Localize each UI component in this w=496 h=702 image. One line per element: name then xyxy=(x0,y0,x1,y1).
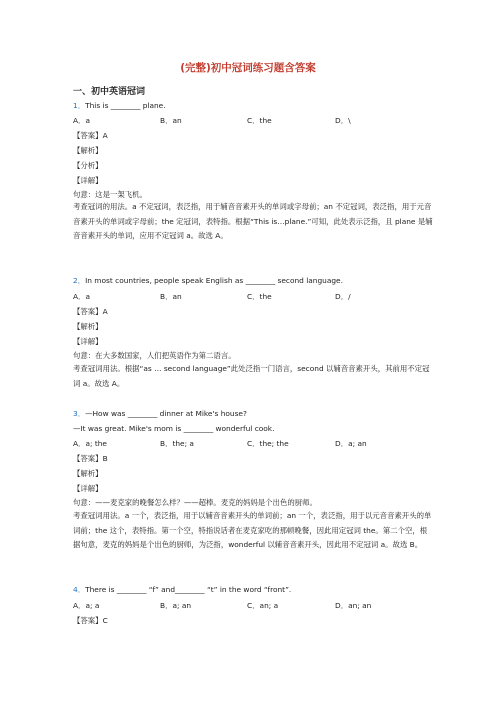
option-c: C．an; a xyxy=(247,601,279,610)
question-number: 4． xyxy=(73,585,86,594)
question-number: 2． xyxy=(73,276,86,285)
option-b: B．a; an xyxy=(160,601,192,610)
answer-label: 【答案】B xyxy=(73,454,108,463)
analysis-label: 【解析】 xyxy=(73,146,103,155)
question-2-stem xyxy=(73,276,343,286)
answer-label: 【答案】C xyxy=(73,616,108,625)
option-d: D．\ xyxy=(335,116,351,125)
analysis-label: 【解析】 xyxy=(73,469,103,478)
option-b: B．the; a xyxy=(160,439,194,448)
question-text: In most countries, people speak English as ________ second language. xyxy=(85,276,343,285)
option-d: D．a; an xyxy=(335,439,367,448)
detail-label: 【详解】 xyxy=(73,484,103,493)
detail-label: 【详解】 xyxy=(73,337,103,346)
option-a: A．a; the xyxy=(73,439,107,448)
fenxi-label: 【分析】 xyxy=(73,161,103,170)
option-a: A．a; a xyxy=(73,601,100,610)
answer-label: 【答案】A xyxy=(73,131,108,140)
translation: 句意：在大多数国家，人们把英语作为第二语言。 xyxy=(73,351,236,360)
option-a: A．a xyxy=(73,292,90,301)
translation: 句意：这是一架飞机。 xyxy=(73,190,147,199)
analysis-label: 【解析】 xyxy=(73,322,103,331)
question-1-stem xyxy=(73,101,166,111)
option-c: C．the xyxy=(247,292,272,301)
question-number: 3． xyxy=(73,409,86,418)
explanation: 考查冠词的用法。a 不定冠词，表泛指，用于辅音音素开头的单词或字母前；an 不定冠词，表泛指，用于元音音素开头的单词或字母前；the 定冠词，表特指。根据“This is…plane.”可知，此处表示泛指，且 plane 是辅音音素开头的单词，应用不定冠词 a。故选 A。 xyxy=(73,202,433,240)
option-d: D．an; an xyxy=(335,601,372,610)
question-3-stem-line2: —It was great. Mike's mom is ________ wonderful cook. xyxy=(73,424,275,433)
question-4-stem xyxy=(73,585,291,595)
translation: 句意：——麦克家的晚餐怎么样？——超棒。麦克的妈妈是个出色的厨师。 xyxy=(73,498,317,507)
question-text: —How was ________ dinner at Mike's house? xyxy=(85,409,247,418)
detail-label: 【详解】 xyxy=(73,176,103,185)
section-heading: 一、初中英语冠词 xyxy=(73,87,146,97)
question-text: This is ________ plane. xyxy=(85,101,166,110)
explanation: 考查冠词用法。根据“as … second language”此处泛指一门语言，second 以辅音音素开头，其前用不定冠词 a。故选 A。 xyxy=(73,364,430,388)
option-c: C．the; the xyxy=(247,439,289,448)
option-d: D．/ xyxy=(335,292,351,301)
option-b: B．an xyxy=(160,116,182,125)
question-text: There is ________ “f” and________ “t” in the word “front”. xyxy=(85,585,292,594)
explanation: 考查冠词用法。a 一个，表泛指，用于以辅音音素开头的单词前；an 一个，表泛指，用于以元音音素开头的单词前；the 这个，表特指。第一个空，特指说话者在麦克家吃的那顿晚餐，因此用定冠词 the。第二个空，根据句意，麦克的妈妈是个出色的厨师，为泛指，wonderful 以辅音音素开头，因此用不定冠词 a。故选 B。 xyxy=(73,511,432,549)
answer-label: 【答案】A xyxy=(73,307,108,316)
question-number: 1． xyxy=(73,101,86,110)
option-c: C．the xyxy=(247,116,272,125)
option-a: A．a xyxy=(73,116,90,125)
option-b: B．an xyxy=(160,292,182,301)
document-title: (完整)初中冠词练习题含答案 xyxy=(180,62,316,74)
question-3-stem xyxy=(73,409,247,419)
